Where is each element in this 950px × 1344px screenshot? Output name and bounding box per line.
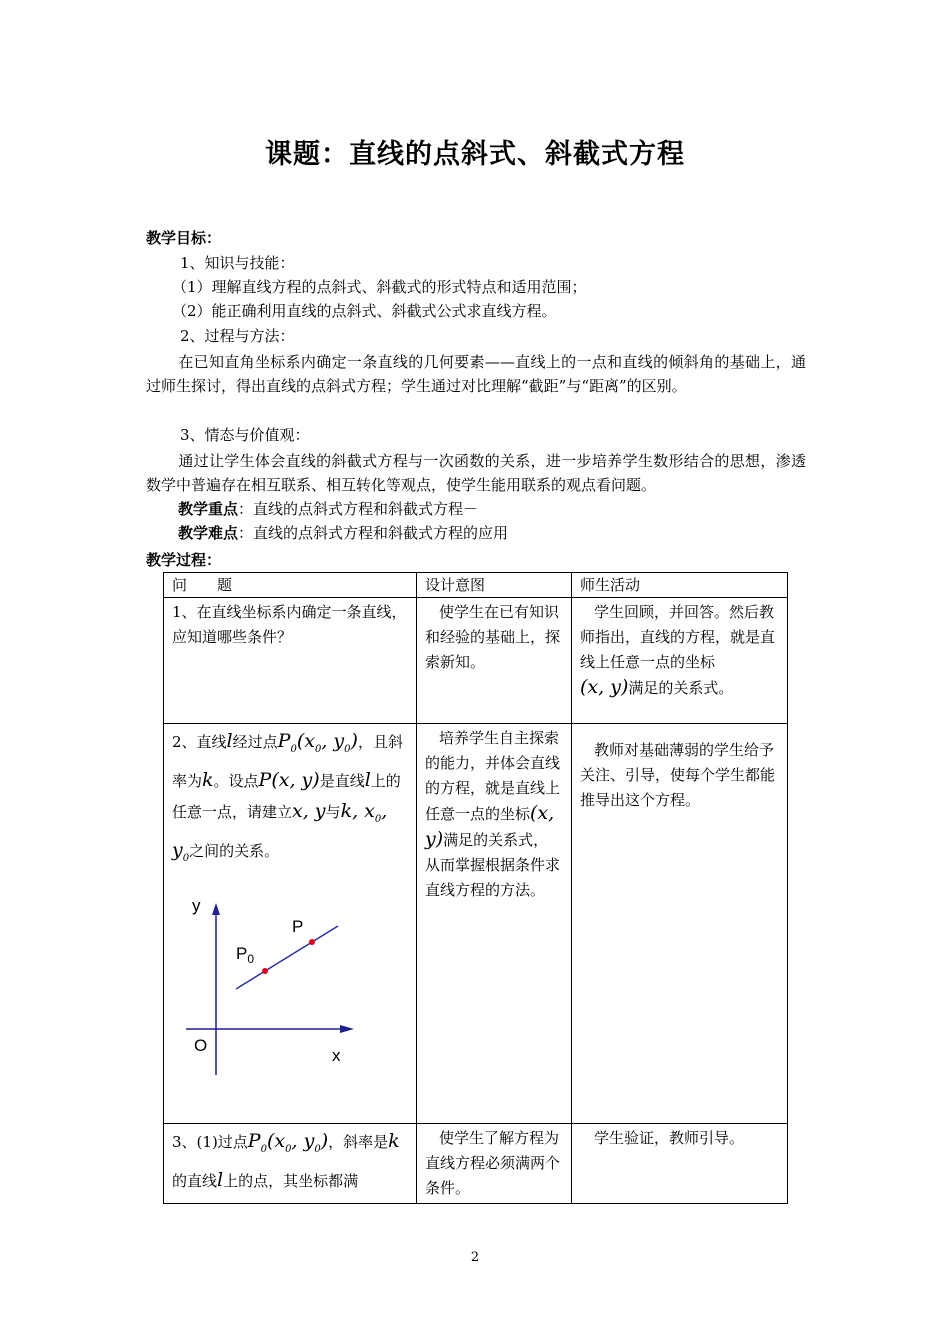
knowledge-item-1: （1）理解直线方程的点斜式、斜截式的形式特点和适用范围； xyxy=(172,278,587,296)
key-point: 教学重点：直线的点斜式方程和斜截式方程－ xyxy=(178,500,479,518)
table-header-row xyxy=(164,573,788,598)
point-p xyxy=(309,939,315,945)
objectives-heading: 教学目标： xyxy=(146,229,222,247)
row1-intent: 使学生在已有知识和经验的基础上，探索新知。 xyxy=(417,598,572,724)
origin-label: O xyxy=(194,1036,208,1056)
knowledge-item-2: （2）能正确利用直线的点斜式、斜截式公式求直线方程。 xyxy=(172,302,557,320)
kxy0-formula: k, $x_0$, $y_0$ xyxy=(172,799,388,864)
y-axis-label: y xyxy=(192,897,201,916)
row2-intent: 培养学生自主探索的能力，并体会直线的方程，就是直线上任意一点的坐标(x, y)满足的关系式，从而掌握根据条件求直线方程的方法。 xyxy=(417,724,572,1124)
point-p0-label: $P_0$ xyxy=(236,944,255,967)
row3-activity: 学生验证，教师引导。 xyxy=(572,1124,788,1204)
y-axis-arrow xyxy=(212,903,220,915)
knowledge-heading: 1、知识与技能： xyxy=(180,254,295,272)
x-axis-label: x xyxy=(332,1046,341,1066)
slope-k-formula-2: k xyxy=(388,1130,400,1152)
row3-question: 3、(1)过点$P_0(x_0$, $y_0$)，斜率是k的直线l上的点，其坐标都满 xyxy=(164,1124,417,1204)
page-title: 课题：直线的点斜式、斜截式方程 xyxy=(265,139,685,170)
p-formula: P(x, y) xyxy=(258,768,320,791)
slope-k-formula: k xyxy=(202,768,214,791)
row1-activity: 学生回顾，并回答。然后教师指出，直线的方程，就是直线上任意一点的坐标 (x, y)满足的关系式。 xyxy=(572,598,788,724)
p0-formula: $P_0(x_0$, $y_0$) xyxy=(277,730,358,755)
emotion-text: 通过让学生体会直线的斜截式方程与一次函数的关系，进一步培养学生数形结合的思想，渗透数学中普遍存在相互联系、相互转化等观点，使学生能用联系的观点看问题。 xyxy=(146,452,806,494)
teaching-process-table xyxy=(163,572,788,1204)
process-method-heading: 2、过程与方法： xyxy=(180,327,295,345)
line-l-formula-3: l xyxy=(217,1168,224,1191)
row2-activity: 教师对基础薄弱的学生给予关注、引导，使每个学生都能推导出这个方程。 xyxy=(572,724,788,1124)
table-row xyxy=(164,1124,788,1204)
p0-formula-2: $P_0(x_0$, $y_0$) xyxy=(247,1130,329,1155)
emotion-heading: 3、情态与价值观： xyxy=(180,426,310,444)
header-question: 问 题 xyxy=(164,573,417,598)
row2-question: 2、直线l经过点$P_0(x_0$, $y_0$)，且斜率为k。设点P(x, y)是直线l上的任意一点，请建立x, y与k, $x_0$, $y_0$之间的关系。 y x O P $P_0$ xyxy=(164,724,417,1124)
xy-formula-2: (x, y) xyxy=(425,802,555,850)
page-number: 2 xyxy=(470,1250,480,1265)
row3-intent: 使学生了解方程为直线方程必须满两个条件。 xyxy=(417,1124,572,1204)
process-method-text: 在已知直角坐标系内确定一条直线的几何要素——直线上的一点和直线的倾斜角的基础上，通过师生探讨，得出直线的点斜式方程；学生通过对比理解“截距”与“距离”的区别。 xyxy=(146,353,806,395)
xy-vars-formula: x, y xyxy=(292,799,326,822)
point-p-label: P xyxy=(292,917,304,937)
x-axis-arrow xyxy=(340,1025,354,1033)
process-heading: 教学过程： xyxy=(146,551,222,569)
line-l-formula-2: l xyxy=(364,768,371,791)
header-activity: 师生活动 xyxy=(572,573,788,598)
table-row xyxy=(164,724,788,1124)
table-row xyxy=(164,598,788,724)
difficulty-point: 教学难点：直线的点斜式方程和斜截式方程的应用 xyxy=(178,524,509,542)
line-l-formula: l xyxy=(226,730,233,752)
coordinate-graph xyxy=(172,897,372,1087)
header-intent: 设计意图 xyxy=(417,573,572,598)
xy-formula: (x, y) xyxy=(580,676,629,698)
point-p0 xyxy=(262,968,268,974)
row1-question: 1、在直线坐标系内确定一条直线，应知道哪些条件？ xyxy=(164,598,417,724)
